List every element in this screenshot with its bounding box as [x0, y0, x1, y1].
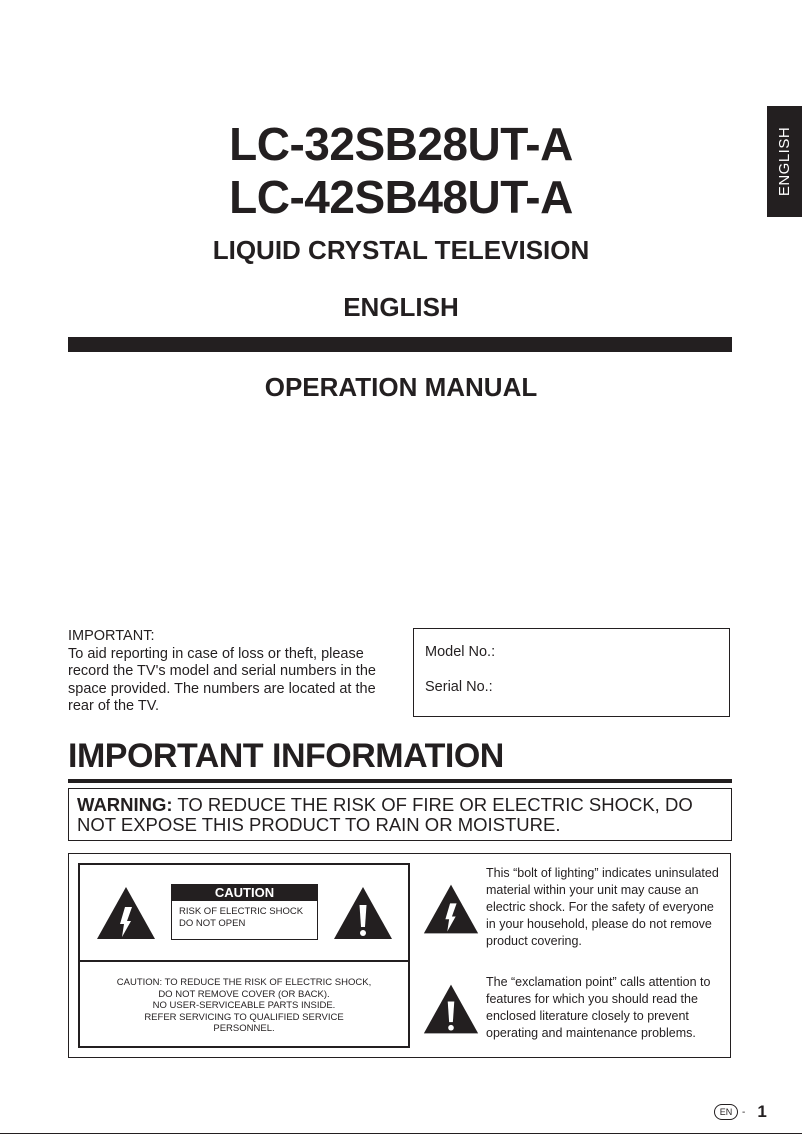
record-body: To aid reporting in case of loss or theft, please record the TV's model and serial numbers in the space provided. The numbers are located at the rear of the TV. — [68, 645, 376, 714]
page-bottom-line — [0, 1133, 802, 1134]
caution-sticker — [171, 884, 318, 940]
manual-language: ENGLISH — [343, 292, 459, 322]
en-language-badge: EN — [714, 1104, 738, 1120]
exclamation-warning-icon — [332, 885, 394, 941]
record-heading: IMPORTANT: — [68, 628, 155, 644]
header-divider — [68, 337, 732, 352]
record-instructions — [68, 628, 398, 716]
page-number: 1 — [757, 1102, 767, 1121]
model-number-2: LC-42SB48UT-A — [229, 171, 573, 223]
warning-label: WARNING: — [77, 794, 173, 815]
lightning-symbol-icon — [422, 882, 480, 936]
caution-heading: CAUTION — [172, 885, 317, 901]
model-number-1: LC-32SB28UT-A — [229, 118, 573, 170]
exclamation-symbol-icon — [422, 982, 480, 1036]
caution-body-2: DO NOT REMOVE COVER (OR BACK). — [158, 988, 330, 1000]
lightning-warning-icon — [95, 885, 157, 941]
important-information-title: IMPORTANT INFORMATION — [68, 737, 504, 775]
exclamation-description: The “exclamation point” calls attention to features for which you should read the enclosed literature closely to prevent operating and maintenance problems. — [486, 975, 711, 1040]
caution-body-5: PERSONNEL. — [213, 1023, 275, 1034]
page-footer — [714, 1102, 767, 1122]
language-side-tab-label: ENGLISH — [776, 126, 794, 197]
serial-record-box — [413, 628, 730, 717]
model-no-label: Model No.: — [425, 644, 496, 660]
caution-body-1: CAUTION: TO REDUCE THE RISK OF ELECTRIC SHOCK, — [116, 977, 372, 988]
caution-line-2: DO NOT OPEN — [179, 917, 246, 929]
bolt-description: This “bolt of lighting” indicates uninsulated material within your unit may cause an electric shock. For the safety of everyone in your household, please do not remove product covering. — [486, 866, 719, 948]
warning-text: TO REDUCE THE RISK OF FIRE OR ELECTRIC SHOCK, DO NOT EXPOSE THIS PRODUCT TO RAIN OR MOISTURE. — [77, 794, 693, 835]
caution-line-1: RISK OF ELECTRIC SHOCK — [179, 906, 304, 917]
product-type: LIQUID CRYSTAL TELEVISION — [212, 235, 590, 265]
caution-body-4: REFER SERVICING TO QUALIFIED SERVICE — [144, 1011, 344, 1023]
manual-title: OPERATION MANUAL — [264, 372, 538, 402]
footer-separator: - — [742, 1106, 746, 1118]
caution-label-bottom — [78, 960, 410, 1048]
section-divider — [68, 779, 732, 783]
warning-box — [68, 788, 732, 841]
caution-body-3: NO USER-SERVICEABLE PARTS INSIDE. — [152, 1000, 336, 1011]
serial-no-label: Serial No.: — [425, 679, 493, 695]
